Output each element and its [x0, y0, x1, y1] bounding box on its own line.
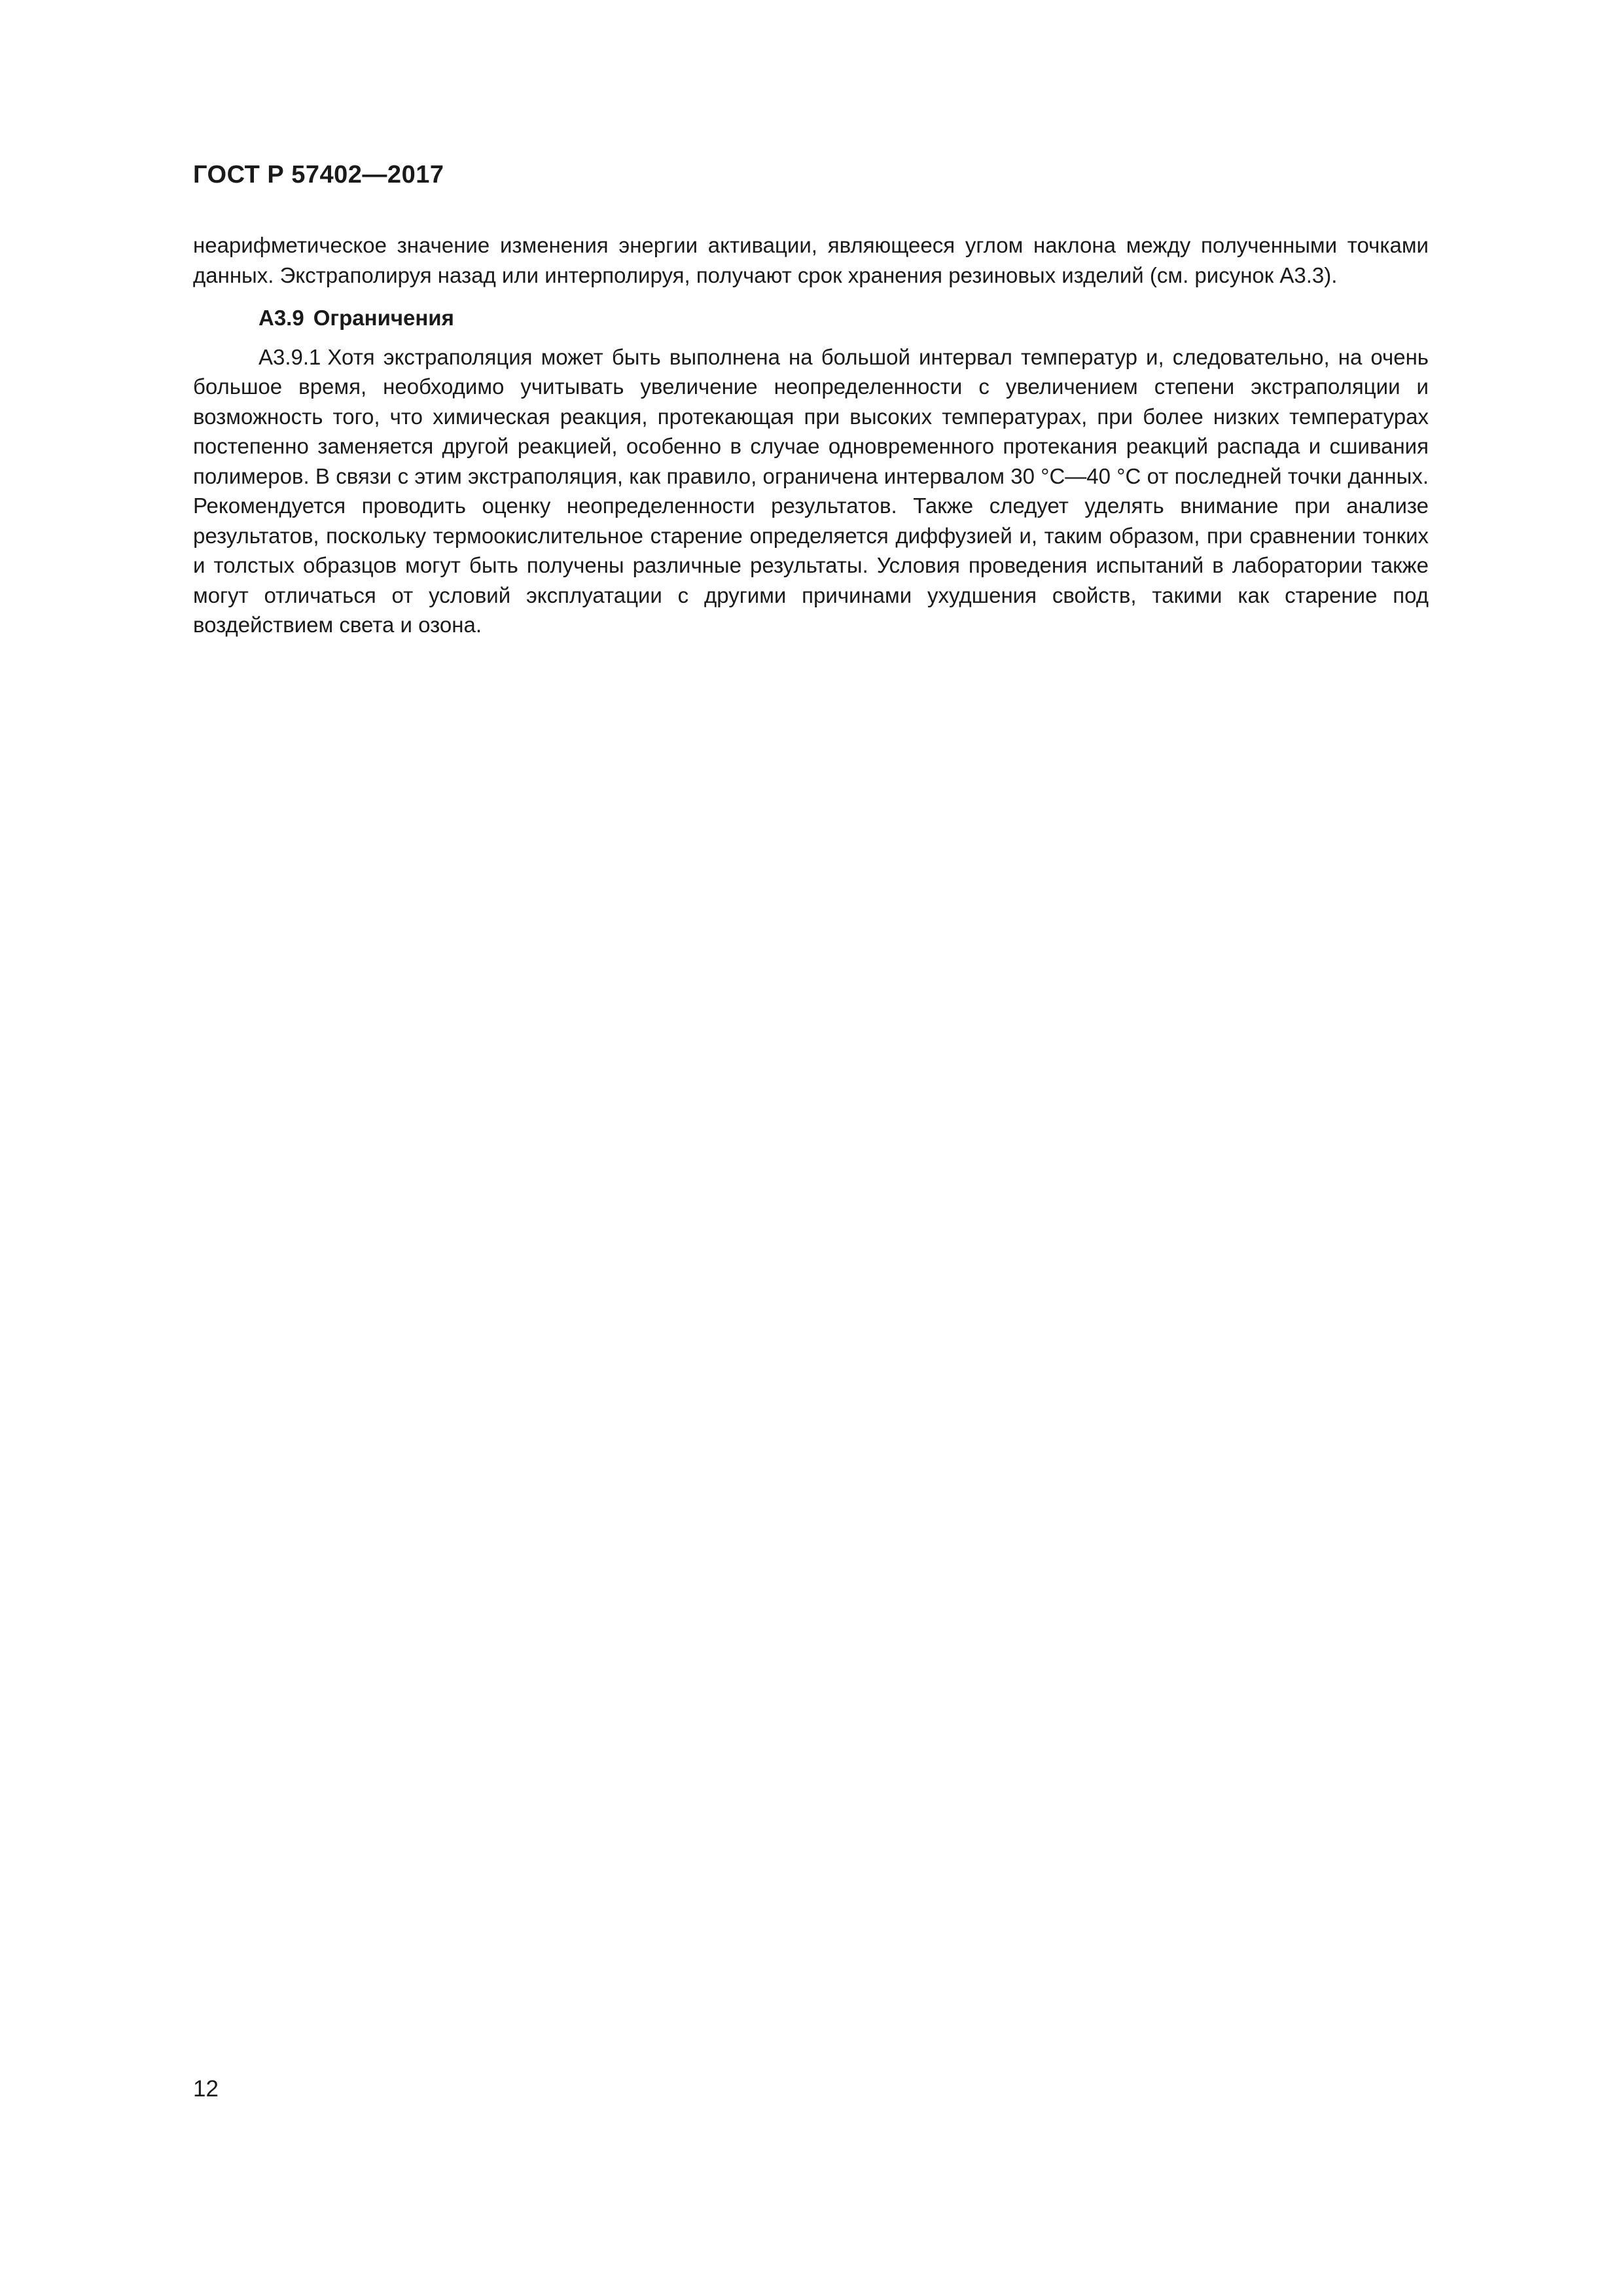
section-number: А3.9: [259, 306, 304, 330]
section-title: Ограничения: [313, 306, 454, 330]
page-number: 12: [193, 2076, 219, 2102]
document-code-header: ГОСТ Р 57402—2017: [193, 161, 444, 188]
clause-text: Хотя экстраполяция может быть выполнена на большой интервал температур и, следовательно, на очень большое время, необходимо учитывать увеличение неопределенности с увеличением степени экстраполяции и возможность того, что химическая реакция, протекающая при высоких температурах, при более низких температурах постепенно заменяется другой реакцией, особенно в случае одновременного протекания реакций распада и сшивания полимеров. В связи с этим экстраполяция, как правило, ограничена интервалом 30 °С—40 °С от последней точки данных. Рекомендуется проводить оценку неопределенности результатов. Также следует уделять внимание при анализе результатов, поскольку термоокислительное старение определяется диффузией и, таким образом, при сравнении тонких и толстых образцов могут быть получены различные результаты. Условия проведения испытаний в лаборатории также могут отличаться от условий эксплуатации с другими причинами ухудшения свойств, такими как старение под воздействием света и озона.: [193, 344, 1429, 637]
clause-paragraph: [193, 342, 1429, 640]
document-body: [193, 230, 1429, 640]
continuation-paragraph: неарифметическое значение изменения энергии активации, являющееся углом наклона между полученными точками данных. Экстраполируя назад или интерполируя, получают срок хранения резиновых изделий (см. рисунок А3.3).: [193, 233, 1429, 287]
section-heading: [193, 303, 1429, 333]
clause-number: А3.9.1: [259, 344, 321, 369]
